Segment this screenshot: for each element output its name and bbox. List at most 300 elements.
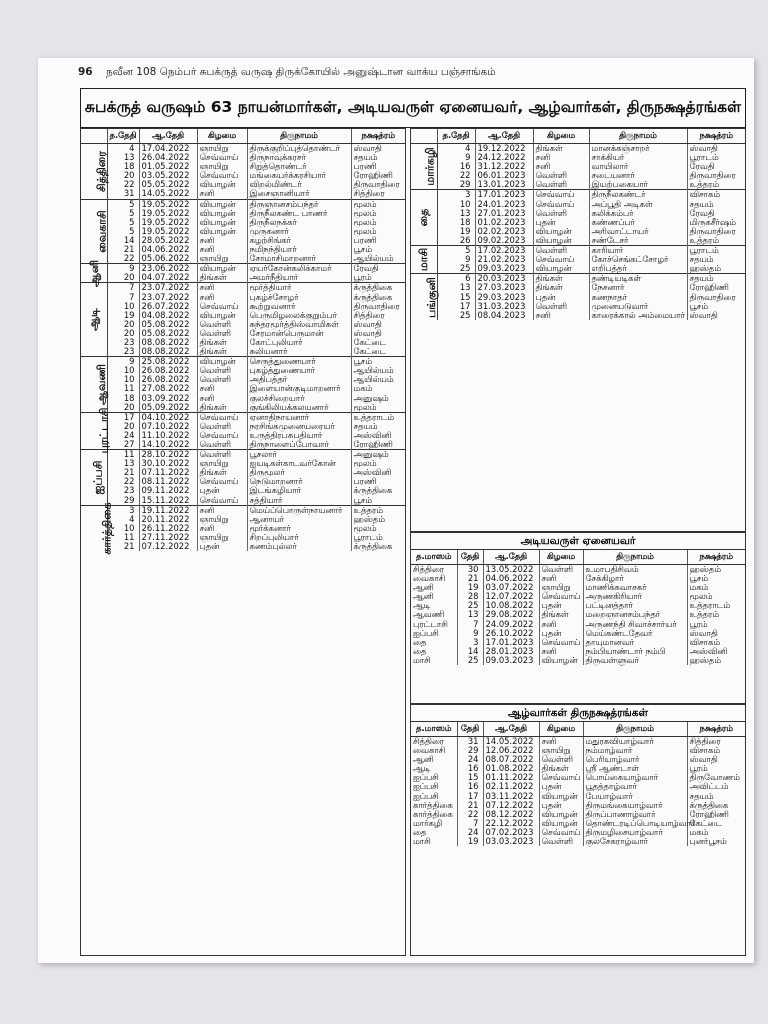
- table-cell: புதன்: [539, 782, 583, 791]
- table-cell: செவ்வாய்: [197, 412, 247, 422]
- table-cell: 07.12.2022: [139, 542, 197, 551]
- table-cell: 04.08.2022: [139, 311, 197, 320]
- table-cell: 27.03.2023: [475, 283, 533, 292]
- column-header: த.தேதி: [437, 129, 475, 144]
- table-row: [81, 189, 405, 199]
- table-cell: 05.06.2022: [139, 254, 197, 264]
- table-cell: கோட்புலியார்: [247, 338, 351, 347]
- table-cell: திருவள்ளுவர்: [583, 656, 687, 665]
- table-cell: மாசி: [411, 837, 457, 846]
- table-cell: பரணி: [353, 234, 377, 245]
- table-cell: ஞாயிறு: [197, 515, 247, 524]
- table-cell: 24: [107, 431, 139, 440]
- table-cell: திருப்பாணாழ்வார்: [583, 810, 687, 819]
- table-cell: க்ருத்திகை: [689, 799, 729, 810]
- table-cell: வெள்ளி: [197, 375, 247, 384]
- table-cell: செவ்வாய்: [533, 200, 589, 209]
- column-header: ஆ.தேதி: [483, 550, 539, 565]
- table-cell: சனி: [197, 189, 247, 199]
- table-cell: திங்கள்: [197, 403, 247, 413]
- table-cell: 20: [107, 273, 139, 283]
- table-cell: சுலியனார்: [247, 347, 351, 357]
- table-cell: மதுரகவியாழ்வார்: [583, 737, 687, 747]
- table-cell: சேக்கிழார்: [583, 574, 687, 583]
- table-cell: 25: [457, 656, 483, 665]
- table-cell: ஸ்ரீ ஆண்டாள்: [583, 764, 687, 773]
- table-cell: 03.07.2022: [483, 583, 539, 592]
- table-cell: 13: [107, 153, 139, 162]
- table-cell: 5: [107, 209, 139, 218]
- month-name: ஆவணி: [94, 364, 108, 405]
- month-label: [81, 408, 111, 454]
- table-cell: 11: [107, 533, 139, 542]
- table-cell: செவ்வாய்: [539, 828, 583, 837]
- month-name: வைகாசி: [95, 210, 109, 253]
- table-cell: திருநீலகண்ட பாணர்: [247, 209, 351, 218]
- table-cell: 26: [437, 236, 475, 246]
- month-name: மாசி: [417, 248, 431, 272]
- table-cell: 05.08.2022: [139, 320, 197, 329]
- table-cell: சனி: [539, 647, 583, 656]
- table-cell: சனி: [533, 311, 589, 320]
- table-cell: சிறுத்தொண்டர்: [247, 162, 351, 171]
- table-cell: 26.04.2022: [139, 153, 197, 162]
- table-cell: அப்பூதி அடிகள்: [589, 200, 687, 209]
- table-cell: உத்தரம்: [351, 505, 405, 515]
- running-header: [78, 66, 496, 79]
- table-cell: 20: [107, 403, 139, 413]
- table-cell: செவ்வாய்: [539, 638, 583, 647]
- table-cell: ஸ்வாதி: [689, 627, 718, 638]
- table-cell: 20.03.2023: [475, 274, 533, 284]
- table-cell: மெய்கண்டதேவர்: [583, 629, 687, 638]
- table-cell: புகழ்ச்சோழர்: [247, 293, 351, 302]
- month-label: [81, 199, 107, 264]
- table-cell: ரேவதி: [689, 207, 715, 218]
- table-cell: 06.01.2023: [475, 171, 533, 180]
- table-cell: திருவோணம்: [689, 772, 740, 783]
- table-cell: வெள்ளி: [533, 171, 589, 180]
- month-label: [81, 283, 107, 357]
- table-cell: ரோஹிணி: [689, 282, 729, 293]
- table-cell: 20: [107, 329, 139, 338]
- table-cell: 17.01.2023: [475, 190, 533, 200]
- table-cell: மூலம்: [351, 199, 405, 209]
- month-label: [81, 450, 107, 506]
- table-cell: வெள்ளி: [533, 180, 589, 190]
- table-cell: கேட்டை: [353, 346, 387, 357]
- table-cell: 15: [457, 773, 483, 782]
- table-cell: ஐப்பசி: [411, 629, 457, 638]
- table-cell: திருவாதிரை: [689, 291, 736, 302]
- table-cell: 9: [107, 357, 139, 367]
- table-cell: 31: [457, 737, 483, 747]
- table-cell: மூலம்: [689, 591, 713, 602]
- table-cell: ஏனாதிநாயனார்: [247, 412, 351, 422]
- month-name: தை: [417, 208, 431, 227]
- table-cell: வெள்ளி: [197, 450, 247, 460]
- table-cell: காரைக்கால் அம்மையார்: [589, 311, 687, 320]
- table-cell: புனர்பூசம்: [689, 836, 727, 847]
- table-cell: புதன்: [197, 542, 247, 551]
- nayanmar-table-right: [410, 128, 746, 532]
- table-cell: செவ்வாய்: [539, 592, 583, 601]
- column-header: திருநாமம்: [589, 129, 687, 144]
- table-cell: ஸ்வாதி: [687, 144, 745, 154]
- table-cell: 30.10.2022: [139, 459, 197, 468]
- table-cell: ஆயில்யம்: [353, 365, 394, 376]
- table-cell: 25: [457, 601, 483, 610]
- month-label: [411, 274, 437, 320]
- table-cell: 23.06.2022: [139, 264, 197, 274]
- table-cell: 09.03.2023: [475, 264, 533, 274]
- table-cell: சித்திரை: [353, 188, 385, 199]
- column-header: ஆ.தேதி: [139, 129, 197, 144]
- nayanmar-table: [81, 129, 405, 555]
- table-cell: எறிபத்தர்: [589, 264, 687, 274]
- table-cell: 07.02.2023: [483, 828, 539, 837]
- table-cell: 01.02.2023: [475, 218, 533, 227]
- table-cell: திங்கள்: [197, 347, 247, 357]
- table-cell: 13: [437, 283, 475, 292]
- table-cell: பூசலார்: [247, 450, 351, 460]
- table-cell: மாணிக்கவாசகர்: [583, 583, 687, 592]
- table-cell: 10: [107, 375, 139, 384]
- table-cell: 04.07.2022: [139, 273, 197, 283]
- header-row: [411, 550, 745, 565]
- table-cell: 24: [457, 828, 483, 837]
- table-cell: முருகனார்: [247, 227, 351, 236]
- table-cell: கார்த்திகை: [411, 810, 457, 819]
- table-cell: அனுஷம்: [353, 392, 389, 403]
- table-cell: 04.10.2022: [139, 412, 197, 422]
- table-cell: மானக்கஞ்சாறர்: [589, 144, 687, 154]
- table-cell: 14.10.2022: [139, 440, 197, 450]
- table-cell: 10: [107, 366, 139, 375]
- table-cell: ஐப்பசி: [411, 773, 457, 782]
- table-cell: திங்கள்: [539, 610, 583, 619]
- table-cell: வெள்ளி: [533, 246, 589, 256]
- table-cell: 10.08.2022: [483, 601, 539, 610]
- table-cell: பூசம்: [353, 494, 372, 505]
- table-cell: 27.11.2022: [139, 533, 197, 542]
- table-cell: 19: [457, 837, 483, 846]
- table-cell: ஆயில்யம்: [353, 253, 394, 264]
- table-cell: 20: [107, 171, 139, 180]
- table-cell: வியாழன்: [539, 656, 583, 665]
- table-cell: 29: [457, 746, 483, 755]
- table-cell: உத்தரம்: [689, 609, 720, 620]
- table-cell: தாயுமானவர்: [583, 638, 687, 647]
- table-cell: 25.08.2022: [139, 357, 197, 367]
- table-cell: 5: [107, 227, 139, 236]
- table-cell: 05.08.2022: [139, 329, 197, 338]
- table-cell: சித்திரை: [411, 737, 457, 747]
- table-cell: நம்பியாண்டார் நம்பி: [583, 647, 687, 656]
- table-cell: பரணி: [353, 161, 377, 172]
- table-cell: திருநீலகண்டர்: [589, 190, 687, 200]
- table-cell: 14.05.2022: [139, 189, 197, 199]
- table-cell: 19.12.2022: [475, 144, 533, 154]
- column-header: கிழமை: [197, 129, 247, 144]
- adiyavar-grid: [411, 550, 745, 665]
- table-cell: தண்டியடிகள்: [589, 274, 687, 284]
- table-cell: சண்டேசர்: [589, 236, 687, 246]
- table-cell: பூராடம்: [353, 531, 383, 542]
- table-cell: மகம்: [689, 582, 709, 593]
- table-cell: சத்தியார்: [247, 496, 351, 506]
- table-row: [411, 656, 745, 665]
- table-cell: செவ்வாய்: [533, 190, 589, 200]
- table-cell: மூலம்: [353, 522, 377, 533]
- table-cell: 29.08.2022: [483, 610, 539, 619]
- table-cell: வியாழன்: [533, 227, 589, 236]
- table-cell: 29: [437, 180, 475, 190]
- table-cell: திங்கள்: [197, 338, 247, 347]
- table-cell: 09.02.2023: [475, 236, 533, 246]
- column-header: த.தேதி: [107, 129, 139, 144]
- table-cell: ஸ்வாதி: [689, 754, 718, 765]
- column-header: திருநாமம்: [583, 550, 687, 565]
- table-cell: க்ருத்திகை: [353, 485, 393, 496]
- table-cell: கலிக்கம்பர்: [589, 209, 687, 218]
- table-cell: விசாகம்: [689, 745, 721, 756]
- month-label: [81, 357, 107, 413]
- table-cell: சனி: [197, 524, 247, 533]
- table-cell: செருத்துணையார்: [247, 357, 351, 367]
- column-header: ஆ.தேதி: [475, 129, 533, 144]
- table-cell: விசாகம்: [687, 190, 745, 200]
- header-row: [81, 129, 405, 144]
- table-cell: சித்திரை: [411, 565, 457, 575]
- table-cell: திருமங்கையாழ்வார்: [583, 801, 687, 810]
- table-cell: திருநாவுக்கரசர்: [247, 153, 351, 162]
- table-cell: 24.09.2022: [483, 620, 539, 629]
- table-cell: அஸ்வினி: [689, 645, 728, 656]
- table-cell: நெடுமாறனார்: [247, 477, 351, 486]
- page-title: சுபக்ருத் வருஷம் 63 நாயன்மார்கள், அடியவருள் ஏனையவர், ஆழ்வார்கள், திருநக்ஷத்ரங்கள்: [80, 88, 746, 128]
- table-cell: 22: [437, 171, 475, 180]
- table-cell: திங்கள்: [533, 274, 589, 284]
- table-cell: சாக்கியர்: [589, 153, 687, 162]
- table-cell: வியாழன்: [197, 180, 247, 189]
- table-cell: திருநீலநக்கர்: [247, 218, 351, 227]
- table-cell: 28.05.2022: [139, 236, 197, 245]
- table-cell: மெய்ப்பொருள்நாயனார்: [247, 505, 351, 515]
- table-cell: வெள்ளி: [539, 755, 583, 764]
- table-cell: பூராடம்: [689, 152, 719, 163]
- table-cell: மகம்: [353, 383, 373, 394]
- table-cell: வெள்ளி: [533, 302, 589, 311]
- table-cell: சித்திரை: [353, 309, 385, 320]
- nayanmar-table-left: [80, 128, 406, 956]
- table-cell: சதயம்: [353, 420, 378, 431]
- table-cell: பூராடம்: [687, 246, 745, 256]
- table-cell: சனி: [539, 737, 583, 747]
- table-cell: சித்திரை: [689, 736, 721, 746]
- column-header: கிழமை: [539, 550, 583, 565]
- table-cell: 14.05.2022: [483, 737, 539, 747]
- table-cell: வெள்ளி: [197, 329, 247, 338]
- month-name: ஆனி: [87, 259, 101, 287]
- header-row: [411, 129, 745, 144]
- table-cell: வெள்ளி: [197, 366, 247, 375]
- month-name: மார்கழி: [423, 147, 437, 186]
- table-cell: சனி: [197, 236, 247, 245]
- table-cell: கோச்செங்கட்சோழர்: [589, 255, 687, 264]
- table-cell: 07.11.2022: [139, 468, 197, 477]
- nayanmar-table: [411, 129, 745, 320]
- month-name: புரட்டாசி: [97, 408, 111, 454]
- table-cell: மூர்த்தியார்: [247, 283, 351, 293]
- table-cell: 05.05.2022: [139, 180, 197, 189]
- table-cell: 04.06.2022: [139, 245, 197, 254]
- table-cell: 21: [107, 245, 139, 254]
- table-cell: ரேவதி: [689, 161, 715, 172]
- table-cell: சனி: [197, 384, 247, 393]
- table-cell: 16: [437, 162, 475, 171]
- table-cell: ஞாயிறு: [539, 583, 583, 592]
- table-cell: பேயாழ்வார்: [583, 792, 687, 801]
- table-cell: அவிட்டம்: [689, 781, 729, 792]
- table-cell: வியாழன்: [197, 209, 247, 218]
- table-cell: ஐயடிகள்காடவர்கோன்: [247, 459, 351, 468]
- table-cell: 19: [437, 227, 475, 236]
- table-cell: சனி: [539, 620, 583, 629]
- table-cell: 20: [107, 422, 139, 431]
- table-cell: ஆனாயர்: [247, 515, 351, 524]
- table-cell: வியாழன்: [197, 357, 247, 367]
- table-cell: ஆவணி: [411, 610, 457, 619]
- table-cell: 03.11.2022: [483, 792, 539, 801]
- table-cell: வியாழன்: [197, 199, 247, 209]
- table-cell: ரேவதி: [351, 264, 405, 274]
- table-cell: பெருமிழலைக்குறும்பர்: [247, 311, 351, 320]
- table-cell: அஸ்வினி: [353, 429, 392, 440]
- table-cell: செவ்வாய்: [539, 773, 583, 782]
- table-cell: அமர்நீதியார்: [247, 273, 351, 283]
- table-cell: மறைஞானசம்பந்தர்: [583, 610, 687, 619]
- table-cell: 08.07.2022: [483, 755, 539, 764]
- table-cell: வைகாசி: [411, 574, 457, 583]
- table-cell: திருவாதிரை: [689, 225, 736, 236]
- azhvar-grid: [411, 722, 745, 846]
- column-header: ஆ.தேதி: [483, 722, 539, 737]
- table-cell: வாயிலார்: [589, 162, 687, 171]
- table-cell: புரட்டாசி: [411, 620, 457, 629]
- table-cell: வியாழன்: [533, 264, 589, 274]
- table-cell: 7: [457, 819, 483, 828]
- table-cell: ஐப்பசி: [411, 792, 457, 801]
- page-number: 96: [78, 66, 93, 78]
- table-row: [81, 496, 405, 506]
- column-header: தேதி: [457, 722, 483, 737]
- table-cell: 21: [107, 542, 139, 551]
- table-cell: சனி: [533, 153, 589, 162]
- table-cell: ஐப்பசி: [411, 782, 457, 791]
- table-cell: 13: [457, 610, 483, 619]
- month-name: பங்குனி: [424, 276, 438, 318]
- table-cell: வெள்ளி: [197, 320, 247, 329]
- table-cell: செவ்வாய்: [197, 153, 247, 162]
- table-cell: 29: [107, 496, 139, 506]
- table-cell: அருணந்தி சிவாச்சார்யர்: [583, 620, 687, 629]
- table-cell: 11.10.2022: [139, 431, 197, 440]
- table-cell: இசைஞானியார்: [247, 189, 351, 199]
- table-cell: திருமூலர்: [247, 468, 351, 477]
- month-label: [411, 246, 437, 274]
- table-cell: ஹஸ்தம்: [353, 513, 385, 524]
- table-cell: ஞாயிறு: [539, 746, 583, 755]
- table-cell: 3: [107, 505, 139, 515]
- column-header: நக்ஷத்ரம்: [351, 129, 405, 144]
- table-cell: குலசேகராழ்வார்: [583, 837, 687, 846]
- table-cell: 15: [437, 293, 475, 302]
- table-cell: 12.07.2022: [483, 592, 539, 601]
- column-header: கிழமை: [533, 129, 589, 144]
- table-cell: 27: [107, 440, 139, 450]
- table-cell: 3: [457, 638, 483, 647]
- table-cell: 4: [437, 144, 475, 154]
- table-cell: 30: [457, 565, 483, 575]
- table-cell: வெள்ளி: [197, 440, 247, 450]
- table-cell: மங்கையர்க்கரசியார்: [247, 171, 351, 180]
- month-label: [411, 144, 437, 190]
- table-cell: 31: [107, 189, 139, 199]
- table-cell: பெரியாழ்வார்: [583, 755, 687, 764]
- table-cell: 08.08.2022: [139, 347, 197, 357]
- month-label: [81, 502, 114, 555]
- table-cell: 27.08.2022: [139, 384, 197, 393]
- table-cell: மூலம்: [353, 207, 377, 218]
- table-cell: 25: [437, 311, 475, 320]
- table-cell: 21: [457, 574, 483, 583]
- table-cell: உத்தராடம்: [689, 600, 731, 611]
- column-header: நக்ஷத்ரம்: [687, 722, 745, 737]
- table-cell: அருணகிரியார்: [583, 592, 687, 601]
- table-cell: செவ்வாய்: [197, 302, 247, 311]
- table-cell: ஸ்வாதி: [353, 327, 382, 338]
- table-cell: ஹஸ்தம்: [689, 564, 721, 574]
- table-cell: 09.11.2022: [139, 486, 197, 495]
- table-cell: 17: [107, 412, 139, 422]
- table-cell: உத்தரம்: [689, 234, 720, 245]
- table-cell: முனையடுவார்: [589, 302, 687, 311]
- table-cell: வியாழன்: [539, 792, 583, 801]
- table-cell: புதன்: [197, 486, 247, 495]
- table-cell: 9: [437, 153, 475, 162]
- table-cell: வெள்ளி: [539, 565, 583, 575]
- table-cell: மூர்க்கனார்: [247, 524, 351, 533]
- table-cell: ஸ்வாதி: [689, 309, 718, 320]
- table-cell: அஸ்வினி: [353, 467, 392, 478]
- table-cell: செவ்வாய்: [197, 431, 247, 440]
- table-cell: கழற்சிங்கர்: [247, 236, 351, 245]
- table-cell: ஞாயிறு: [197, 254, 247, 264]
- column-header: [81, 129, 107, 144]
- table-cell: பூசம்: [351, 357, 405, 367]
- table-cell: இளையான்குடிமாறனார்: [247, 384, 351, 393]
- table-cell: மார்கழி: [411, 819, 457, 828]
- table-cell: 10: [437, 200, 475, 209]
- table-cell: பட்டினத்தார்: [583, 601, 687, 610]
- table-cell: 24: [457, 755, 483, 764]
- table-cell: 4: [107, 144, 139, 154]
- table-cell: ஞாயிறு: [197, 533, 247, 542]
- table-cell: திருவாதிரை: [689, 170, 736, 181]
- table-cell: 23: [107, 486, 139, 495]
- table-cell: செவ்வாய்: [197, 171, 247, 180]
